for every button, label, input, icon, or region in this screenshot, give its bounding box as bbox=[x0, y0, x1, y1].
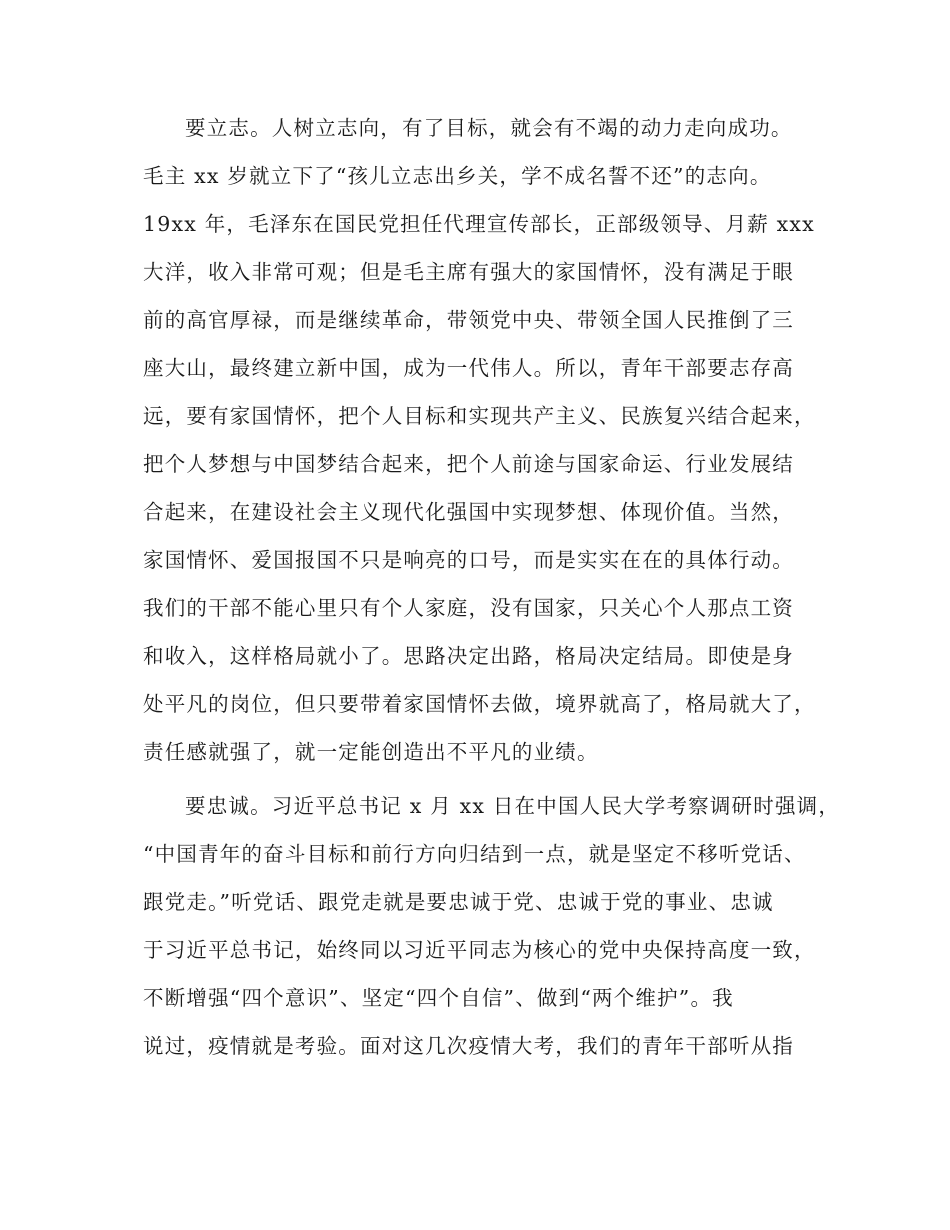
text-line: 大洋，收入非常可观；但是毛主席有强大的家国情怀，没有满足于眼 bbox=[143, 260, 794, 284]
text-line: 处平凡的岗位，但只要带着家国情怀去做，境界就高了，格局就大了， bbox=[143, 692, 816, 716]
text-line: 远，要有家国情怀，把个人目标和实现共产主义、民族复兴结合起来， bbox=[143, 404, 816, 428]
text-line: 把个人梦想与中国梦结合起来，把个人前途与国家命运、行业发展结 bbox=[143, 452, 794, 476]
text-line: 要立志。人树立志向，有了目标，就会有不竭的动力走向成功。 bbox=[185, 116, 793, 140]
text-line: 于习近平总书记，始终同以习近平同志为核心的党中央保持高度一致， bbox=[143, 938, 816, 962]
text-line: 跟党走。”听党话、跟党走就是要忠诚于党、忠诚于党的事业、忠诚 bbox=[143, 890, 774, 914]
text-line: 不断增强“四个意识”、坚定“四个自信”、做到“两个维护”。我 bbox=[143, 986, 734, 1010]
text-line: 合起来，在建设社会主义现代化强国中实现梦想、体现价值。当然， bbox=[143, 500, 794, 524]
text-line: 毛主 xx 岁就立下了“孩儿立志出乡关，学不成名誓不还”的志向。 bbox=[143, 164, 772, 188]
text-line: 19xx 年，毛泽东在国民党担任代理宣传部长，正部级领导、月薪 xxx bbox=[143, 212, 815, 236]
text-line: 说过，疫情就是考验。面对这几次疫情大考，我们的青年干部听从指 bbox=[143, 1034, 794, 1058]
text-line: 家国情怀、爱国报国不只是响亮的口号，而是实实在在的具体行动。 bbox=[143, 548, 794, 572]
text-line: 要忠诚。习近平总书记 x 月 xx 日在中国人民大学考察调研时强调， bbox=[185, 794, 841, 818]
text-line: 前的高官厚禄，而是继续革命，带领党中央、带领全国人民推倒了三 bbox=[143, 308, 794, 332]
text-line: “中国青年的奋斗目标和前行方向归结到一点，就是坚定不移听党话、 bbox=[143, 842, 806, 866]
text-line: 我们的干部不能心里只有个人家庭，没有国家，只关心个人那点工资 bbox=[143, 596, 794, 620]
text-line: 座大山，最终建立新中国，成为一代伟人。所以，青年干部要志存高 bbox=[143, 356, 794, 380]
text-line: 责任感就强了，就一定能创造出不平凡的业绩。 bbox=[143, 740, 599, 764]
text-line: 和收入，这样格局就小了。思路决定出路，格局决定结局。即使是身 bbox=[143, 644, 794, 668]
